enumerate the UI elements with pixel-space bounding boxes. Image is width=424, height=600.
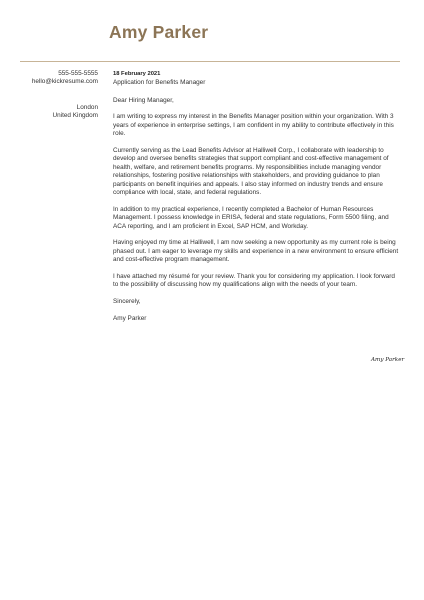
- letter-date: 18 February 2021: [113, 71, 161, 77]
- letter-paragraph: I am writing to express my interest in the Benefits Manager position within your organization. With 3 years of experience in enterprise settings, I am confident in my ability to contribute effectively in this role.: [113, 113, 394, 137]
- letter-paragraph: In addition to my practical experience, I recently completed a Bachelor of Human Resources Management. I possess knowledge in ERISA, federal and state regulations, Form 5500 filing, and ACA reporting, and I am proficient in Excel, SAP HCM, and Workday.: [113, 205, 389, 230]
- letter-closing: Sincerely,: [113, 298, 141, 305]
- contact-email: hello@kickresume.com: [31, 78, 98, 86]
- contact-city: London: [76, 103, 98, 111]
- applicant-name: Amy Parker: [109, 22, 209, 42]
- letter-paragraph: Having enjoyed my time at Halliwell, I am now seeking a new opportunity as my current role is being phased out. I am eager to leverage my skills and experience in a new environment to ensure efficient and cost-effective program management.: [113, 239, 399, 263]
- letter-signoff-name: Amy Parker: [113, 315, 147, 322]
- letter-subject: Application for Benefits Manager: [113, 78, 206, 86]
- header-divider: [20, 61, 400, 62]
- letter-paragraph: I have attached my résumé for your review. Thank you for considering my application. I look forward to the possibility of discussing how my qualifications align with the needs of your team.: [113, 272, 395, 288]
- letter-paragraph: Currently serving as the Lead Benefits Advisor at Halliwell Corp., I collaborate with leadership to develop and oversee benefits strategies that support compliant and cost-effective management of health, welfare, and retirement benefits programs. My responsibilities include managing vendor relationships, fostering positive relationships with stakeholders, and providing guidance to plan participants on benefit inquiries and appeals. I also stay informed on industry trends and ensure compliance with local, state, and federal regulations.: [113, 146, 389, 196]
- handwritten-signature: Amy Parker: [371, 357, 405, 363]
- letter-body: [113, 70, 400, 324]
- contact-block: [0, 70, 98, 121]
- contact-phone: 555-555-5555: [58, 70, 98, 77]
- contact-country: United Kingdom: [52, 112, 98, 120]
- letter-salutation: Dear Hiring Manager,: [113, 96, 174, 104]
